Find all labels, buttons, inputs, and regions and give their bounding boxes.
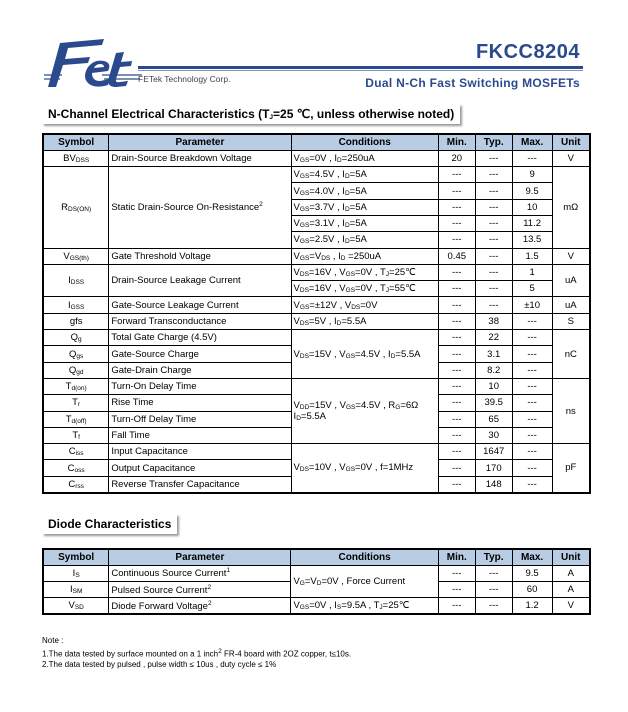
notes (42, 636, 351, 670)
symbol-cell: $BV_{DSS}$ (43, 150, 109, 166)
symbol-cell: $Q_{gs}$ (43, 346, 109, 362)
header-max: Max. (512, 549, 552, 565)
unit-cell: A (552, 582, 590, 598)
parameter-cell: Gate-Source Charge (109, 346, 291, 362)
header-parameter: Parameter (109, 134, 291, 150)
table-row (43, 248, 590, 264)
unit-cell: ns (552, 378, 590, 443)
symbol-cell: $V_{SD}$ (43, 598, 109, 614)
parameter-cell: Continuous Source Current$^1$ (109, 565, 291, 581)
value-cell: --- (438, 598, 475, 614)
header-typ: Typ. (475, 549, 512, 565)
parameter-cell: Diode Forward Voltage$^2$ (109, 598, 291, 614)
value-cell: --- (438, 362, 475, 378)
value-cell: --- (475, 598, 512, 614)
parameter-cell: Output Capacitance (109, 460, 291, 476)
value-cell: --- (475, 248, 512, 264)
fet-logo-icon (42, 35, 142, 90)
note-label: Note : (42, 636, 64, 645)
table-row (43, 313, 590, 329)
value-cell: --- (438, 232, 475, 248)
value-cell: --- (512, 313, 552, 329)
symbol-cell: $I_{DSS}$ (43, 264, 109, 297)
symbol-cell: $R_{DS(ON)}$ (43, 167, 109, 248)
conditions-cell: $V_{DS}=15V$ , $V_{GS}=4.5V$ , $I_D=5.5A$ (291, 330, 438, 379)
table-header-row (43, 549, 590, 565)
value-cell: --- (438, 199, 475, 215)
parameter-cell: Forward Transconductance (109, 313, 291, 329)
header-min: Min. (438, 549, 475, 565)
table-row (43, 444, 590, 460)
value-cell: 60 (512, 582, 552, 598)
parameter-cell: Drain-Source Leakage Current (109, 264, 291, 297)
header-unit: Unit (552, 134, 590, 150)
value-cell: --- (438, 281, 475, 297)
parameter-cell: Drain-Source Breakdown Voltage (109, 150, 291, 166)
value-cell: 0.45 (438, 248, 475, 264)
note-2: 2.The data tested by pulsed , pulse width ≤ 10us , duty cycle ≤ 1% (42, 659, 277, 669)
parameter-cell: Total Gate Charge (4.5V) (109, 330, 291, 346)
value-cell: --- (438, 313, 475, 329)
symbol-cell: $C_{oss}$ (43, 460, 109, 476)
value-cell: --- (438, 427, 475, 443)
value-cell: 20 (438, 150, 475, 166)
value-cell: 1 (512, 264, 552, 280)
value-cell: --- (475, 215, 512, 231)
table-row (43, 330, 590, 346)
parameter-cell: Fall Time (109, 427, 291, 443)
unit-cell: pF (552, 444, 590, 493)
table-row (43, 264, 590, 280)
unit-cell: V (552, 248, 590, 264)
value-cell: 1.2 (512, 598, 552, 614)
header-symbol: Symbol (43, 134, 109, 150)
conditions-cell: $V_{GS}=3.7V$ , $I_D=5A$ (291, 199, 438, 215)
parameter-cell: Reverse Transfer Capacitance (109, 476, 291, 492)
conditions-cell: $V_{GS}=3.1V$ , $I_D=5A$ (291, 215, 438, 231)
conditions-cell: $V_{GS}=4.5V$ , $I_D=5A$ (291, 167, 438, 183)
value-cell: 1647 (475, 444, 512, 460)
value-cell: --- (475, 150, 512, 166)
conditions-cell: $V_{DS}=10V$ , $V_{GS}=0V$ , f=1MHz (291, 444, 438, 493)
parameter-cell: Gate Threshold Voltage (109, 248, 291, 264)
value-cell: 10 (512, 199, 552, 215)
value-cell: --- (438, 167, 475, 183)
conditions-cell: $V_{DS}=16V$ , $V_{GS}=0V$ , $T_J=55℃$ (291, 281, 438, 297)
value-cell: --- (438, 330, 475, 346)
value-cell: --- (438, 378, 475, 394)
table-row (43, 150, 590, 166)
company-name: FETek Technology Corp. (138, 74, 231, 84)
value-cell: 38 (475, 313, 512, 329)
header-conditions: Conditions (291, 134, 438, 150)
symbol-cell: $Q_g$ (43, 330, 109, 346)
value-cell: --- (512, 330, 552, 346)
symbol-cell: $T_{d(off)}$ (43, 411, 109, 427)
conditions-cell: $V_{DS}=5V$ , $I_D=5.5A$ (291, 313, 438, 329)
unit-cell: uA (552, 264, 590, 297)
nchannel-section-title: N-Channel Electrical Characteristics ($T_J=25$ ℃, unless otherwise noted) (42, 104, 460, 124)
value-cell: 1.5 (512, 248, 552, 264)
value-cell: --- (438, 215, 475, 231)
parameter-cell: Turn-On Delay Time (109, 378, 291, 394)
value-cell: 13.5 (512, 232, 552, 248)
diode-section-title: Diode Characteristics (42, 514, 177, 534)
value-cell: --- (512, 411, 552, 427)
value-cell: 39.5 (475, 395, 512, 411)
conditions-cell: $V_G=V_D=0V$ , Force Current (291, 565, 438, 598)
symbol-cell: $V_{GS(th)}$ (43, 248, 109, 264)
parameter-cell: Gate-Drain Charge (109, 362, 291, 378)
note-1: 1.The data tested by surface mounted on a 1 inch$^2$ FR-4 board with 2OZ copper, t≤10s. (42, 647, 352, 659)
value-cell: --- (512, 427, 552, 443)
value-cell: --- (438, 297, 475, 313)
header-conditions: Conditions (291, 549, 438, 565)
value-cell: 30 (475, 427, 512, 443)
value-cell: 22 (475, 330, 512, 346)
value-cell: --- (475, 167, 512, 183)
header-typ: Typ. (475, 134, 512, 150)
symbol-cell: $I_S$ (43, 565, 109, 581)
part-number: FKCC8204 (475, 41, 580, 63)
parameter-cell: Gate-Source Leakage Current (109, 297, 291, 313)
value-cell: 9.5 (512, 565, 552, 581)
table-row (43, 378, 590, 394)
value-cell: --- (512, 378, 552, 394)
conditions-cell: $V_{GS}=V_{DS}$ , $I_D =250uA$ (291, 248, 438, 264)
value-cell: --- (438, 264, 475, 280)
value-cell: --- (512, 346, 552, 362)
value-cell: 11.2 (512, 215, 552, 231)
header-max: Max. (512, 134, 552, 150)
value-cell: --- (475, 183, 512, 199)
conditions-cell: $V_{GS}=2.5V$ , $I_D=5A$ (291, 232, 438, 248)
table-row (43, 598, 590, 614)
value-cell: --- (475, 297, 512, 313)
symbol-cell: $I_{SM}$ (43, 582, 109, 598)
value-cell: ±10 (512, 297, 552, 313)
parameter-cell: Static Drain-Source On-Resistance$^2$ (109, 167, 291, 248)
unit-cell: S (552, 313, 590, 329)
value-cell: 5 (512, 281, 552, 297)
header-unit: Unit (552, 549, 590, 565)
value-cell: --- (438, 582, 475, 598)
nchannel-characteristics-table (42, 133, 591, 494)
unit-cell: V (552, 150, 590, 166)
symbol-cell: gfs (43, 313, 109, 329)
header-parameter: Parameter (109, 549, 291, 565)
value-cell: 9 (512, 167, 552, 183)
parameter-cell: Input Capacitance (109, 444, 291, 460)
conditions-cell: $V_{GS}=0V$ , $I_D=250uA$ (291, 150, 438, 166)
value-cell: --- (512, 395, 552, 411)
diode-characteristics-table (42, 548, 591, 615)
conditions-cell: $V_{GS}=\pm 12V$ , $V_{DS}=0V$ (291, 297, 438, 313)
value-cell: --- (438, 346, 475, 362)
symbol-cell: $Q_{gd}$ (43, 362, 109, 378)
parameter-cell: Rise Time (109, 395, 291, 411)
value-cell: --- (438, 183, 475, 199)
value-cell: 65 (475, 411, 512, 427)
conditions-cell: $V_{GS}=0V$ , $I_S=9.5A$ , $T_J=25℃$ (291, 598, 438, 614)
symbol-cell: $C_{iss}$ (43, 444, 109, 460)
conditions-cell: $V_{GS}=4.0V$ , $I_D=5A$ (291, 183, 438, 199)
unit-cell: A (552, 565, 590, 581)
symbol-cell: $I_{GSS}$ (43, 297, 109, 313)
value-cell: --- (438, 460, 475, 476)
unit-cell: nC (552, 330, 590, 379)
value-cell: --- (512, 460, 552, 476)
value-cell: 9.5 (512, 183, 552, 199)
symbol-cell: $T_f$ (43, 427, 109, 443)
value-cell: --- (512, 476, 552, 492)
value-cell: --- (475, 232, 512, 248)
value-cell: 8.2 (475, 362, 512, 378)
symbol-cell: $T_{d(on)}$ (43, 378, 109, 394)
value-cell: --- (512, 444, 552, 460)
value-cell: --- (438, 565, 475, 581)
table-row (43, 167, 590, 183)
table-row (43, 297, 590, 313)
value-cell: --- (438, 476, 475, 492)
header-rule-thin (138, 70, 583, 71)
value-cell: 10 (475, 378, 512, 394)
product-subtitle: Dual N-Ch Fast Switching MOSFETs (365, 76, 580, 90)
parameter-cell: Pulsed Source Current$^2$ (109, 582, 291, 598)
value-cell: --- (475, 264, 512, 280)
table-header-row (43, 134, 590, 150)
value-cell: --- (438, 395, 475, 411)
header-min: Min. (438, 134, 475, 150)
conditions-cell: $V_{DS}=16V$ , $V_{GS}=0V$ , $T_J=25℃$ (291, 264, 438, 280)
unit-cell: mΩ (552, 167, 590, 248)
header-symbol: Symbol (43, 549, 109, 565)
parameter-cell: Turn-Off Delay Time (109, 411, 291, 427)
value-cell: --- (475, 281, 512, 297)
value-cell: --- (512, 150, 552, 166)
page-header (0, 0, 628, 100)
value-cell: 170 (475, 460, 512, 476)
symbol-cell: $C_{rss}$ (43, 476, 109, 492)
conditions-cell: $V_{DD}=15V$ , $V_{GS}=4.5V$ , $R_G=6\Omega$ $I_D=5.5A$ (291, 378, 438, 443)
unit-cell: V (552, 598, 590, 614)
symbol-cell: $T_r$ (43, 395, 109, 411)
value-cell: 3.1 (475, 346, 512, 362)
table-row (43, 565, 590, 581)
header-rule (138, 66, 583, 69)
value-cell: 148 (475, 476, 512, 492)
value-cell: --- (438, 411, 475, 427)
value-cell: --- (512, 362, 552, 378)
value-cell: --- (475, 199, 512, 215)
value-cell: --- (475, 582, 512, 598)
value-cell: --- (475, 565, 512, 581)
value-cell: --- (438, 444, 475, 460)
unit-cell: uA (552, 297, 590, 313)
